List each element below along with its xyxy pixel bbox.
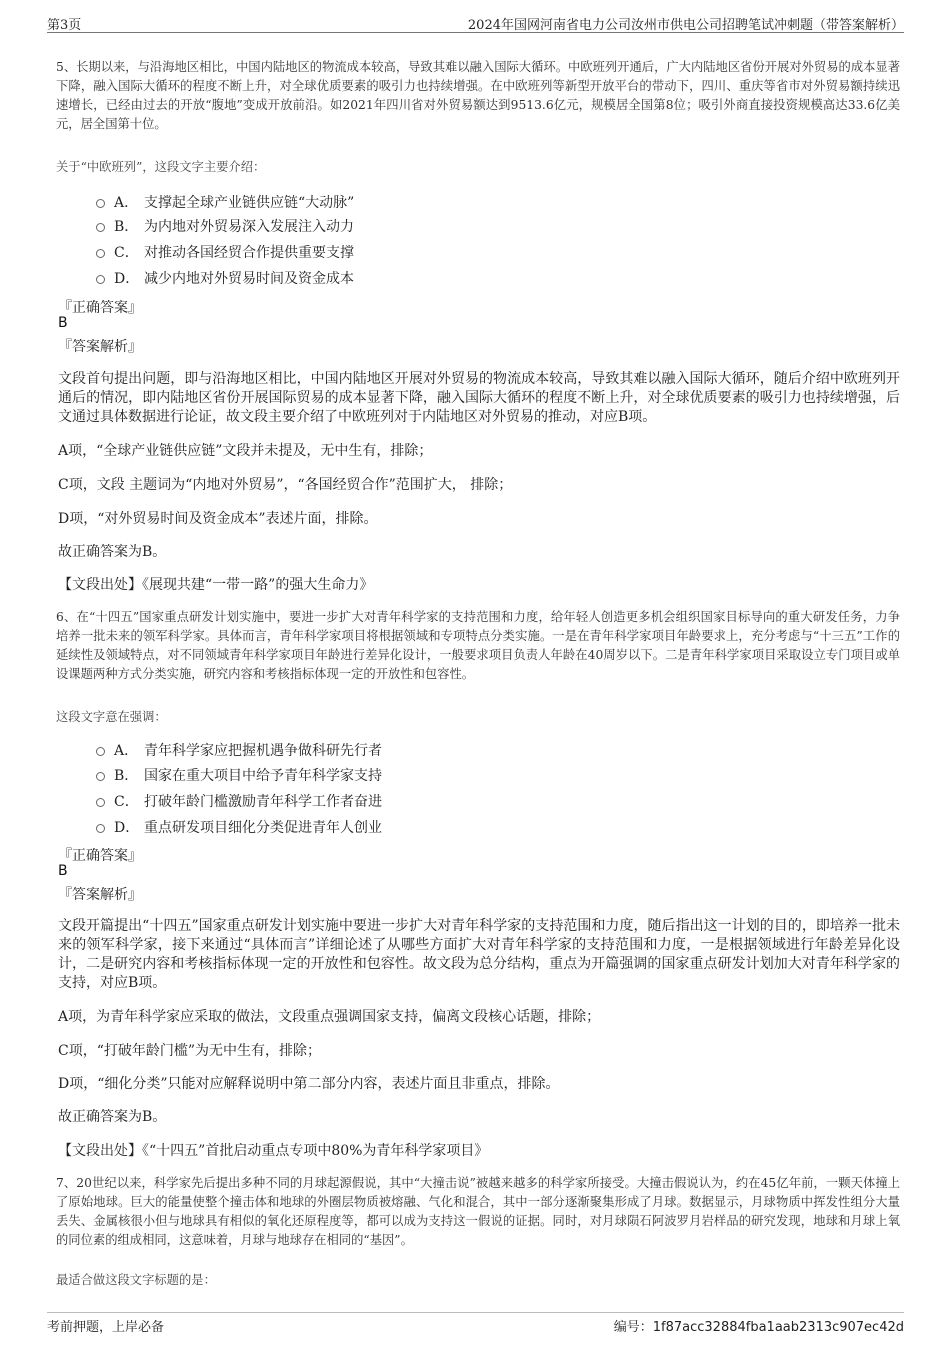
q6-answer-label: 『正确答案』 — [58, 848, 142, 864]
radio-icon[interactable] — [96, 798, 105, 807]
q7-passage: 7、20世纪以来，科学家先后提出多种不同的月球起源假说，其中“大撞击说”被越来越多的科学家所接受。大撞击假说认为，约在45亿年前，一颗天体撞上了原始地球。巨大的能量使整个撞击体和地球的外圈层物质被熔融、气化和混合，其中一部分逐渐聚集形成了月球。数据显示，月球物质中挥发性组分大量丢失、金属核很小但与地球具有相似的氧化还原程度等，都可以成为支持这一假说的证据。同时，对月球陨石阿波罗月岩样品的研究发现，地球和月球上氧的同位素的组成相同，这意味着，月球与地球存在相同的“基因”。 — [56, 1176, 900, 1247]
q6-option-a[interactable]: A． 青年科学家应把握机遇争做科研先行者 — [96, 740, 382, 760]
footer-code-label: 编号： — [613, 1320, 653, 1335]
q5-source: 【文段出处】《展现共建“一带一路”的强大生命力》 — [58, 577, 374, 593]
q7-prompt: 最适合做这段文字标题的是： — [56, 1273, 216, 1287]
footer-slogan: 考前押题，上岸必备 — [47, 1320, 165, 1335]
q5-passage: 5、长期以来，与沿海地区相比，中国内陆地区的物流成本较高，导致其难以融入国际大循环。中欧班列开通后，广大内陆地区省份开展对外贸易的成本显著下降，融入国际大循环的程度不断上升，对全球优质要素的吸引力也持续增强。在中欧班列等新型开放平台的带动下，四川、重庆等省市对外贸易额持续迅速增长，已经由过去的开放“腹地”变成开放前沿。如2021年四川省对外贸易额达到9513.6亿元，规模居全国第8位；吸引外商直接投资规模高达33.6亿美元，居全国第十位。 — [56, 60, 901, 131]
q6-answer: B — [58, 863, 68, 879]
q6-line-c: C项，“打破年龄门槛”为无中生有，排除； — [58, 1043, 322, 1059]
document-title: 2024年国网河南省电力公司汝州市供电公司招聘笔试冲刺题（带答案解析） — [467, 18, 904, 33]
q6-option-b[interactable]: B． 国家在重大项目中给予青年科学家支持 — [96, 765, 382, 785]
q6-line-a: A项，为青年科学家应采取的做法，文段重点强调国家支持，偏离文段核心话题，排除； — [58, 1009, 601, 1025]
q5-option-d[interactable]: D． 减少内地对外贸易时间及资金成本 — [96, 268, 354, 288]
q6-option-d[interactable]: D． 重点研发项目细化分类促进青年人创业 — [96, 817, 382, 837]
q6-source: 【文段出处】《“十四五”首批启动重点专项中80%为青年科学家项目》 — [58, 1143, 489, 1159]
radio-icon[interactable] — [96, 275, 105, 284]
q5-line-c: C项，文段 主题词为“内地对外贸易”，“各国经贸合作”范围扩大， 排除； — [58, 477, 513, 493]
q5-analysis: 文段首句提出问题，即与沿海地区相比，中国内陆地区开展对外贸易的物流成本较高，导致其难以融入国际大循环，随后介绍中欧班列开通后的情况，即内陆地区省份开展国际贸易的成本显著下降，融入国际大循环的程度不断上升，对全球优质要素的吸引力也持续增强，后文通过具体数据进行论证，故文段主要介绍了中欧班列对于内陆地区对外贸易的推动，对应B项。 — [58, 371, 900, 425]
q6-analysis: 文段开篇提出“十四五”国家重点研发计划实施中要进一步扩大对青年科学家的支持范围和力度，随后指出这一计划的目的，即培养一批未来的领军科学家，接下来通过“具体而言”详细论述了从哪些方面扩大对青年科学家的支持范围和力度，一是根据领域进行年龄差异化设计，二是研究内容和考核指标体现一定的开放性和包容性。故文段为总分结构，重点为开篇强调的国家重点研发计划加大对青年科学家的支持，对应B项。 — [58, 918, 900, 991]
q6-passage: 6、在“十四五”国家重点研发计划实施中，要进一步扩大对青年科学家的支持范围和力度，给年轻人创造更多机会组织国家目标导向的重大研发任务，力争培养一批未来的领军科学家。具体而言，青年科学家项目将根据领域和专项特点分类实施。一是在青年科学家项目年龄要求上，充分考虑与“十三五”工作的延续性及领域特点，对不同领域青年科学家项目年龄进行差异化设计，一般要求项目负责人年龄在40周岁以下。二是青年科学家项目采取设立专门项目或单设课题两种方式分类实施，研究内容和考核指标体现一定的开放性和包容性。 — [56, 610, 900, 681]
page-number: 第3页 — [47, 18, 82, 33]
q5-answer-label: 『正确答案』 — [58, 300, 142, 316]
q6-prompt: 这段文字意在强调： — [56, 710, 167, 724]
q6-analysis-label: 『答案解析』 — [58, 887, 142, 903]
radio-icon[interactable] — [96, 249, 105, 258]
q5-conclusion: 故正确答案为B。 — [58, 544, 167, 560]
q5-option-c[interactable]: C． 对推动各国经贸合作提供重要支撑 — [96, 242, 354, 262]
q5-option-b[interactable]: B． 为内地对外贸易深入发展注入动力 — [96, 216, 354, 236]
radio-icon[interactable] — [96, 772, 105, 781]
radio-icon[interactable] — [96, 747, 105, 756]
q5-analysis-label: 『答案解析』 — [58, 339, 142, 355]
q5-line-a: A项，“全球产业链供应链”文段并未提及，无中生有，排除； — [58, 443, 433, 459]
q5-option-a[interactable]: A． 支撑起全球产业链供应链“大动脉” — [96, 192, 354, 212]
radio-icon[interactable] — [96, 199, 105, 208]
q5-answer: B — [58, 315, 68, 331]
footer-code — [614, 1316, 904, 1335]
page-header — [47, 12, 904, 33]
q6-line-d: D项，“细化分类”只能对应解释说明中第二部分内容，表述片面且非重点，排除。 — [58, 1076, 560, 1092]
q6-conclusion: 故正确答案为B。 — [58, 1109, 167, 1125]
radio-icon[interactable] — [96, 223, 105, 232]
radio-icon[interactable] — [96, 824, 105, 833]
q5-line-d: D项，“对外贸易时间及资金成本”表述片面，排除。 — [58, 511, 378, 527]
q6-option-c[interactable]: C． 打破年龄门槛激励青年科学工作者奋进 — [96, 791, 382, 811]
footer-code-value: 1f87acc32884fba1aab2313c907ec42d — [652, 1320, 904, 1335]
q5-prompt: 关于“中欧班列”，这段文字主要介绍： — [56, 160, 266, 174]
page-footer — [47, 1312, 904, 1334]
